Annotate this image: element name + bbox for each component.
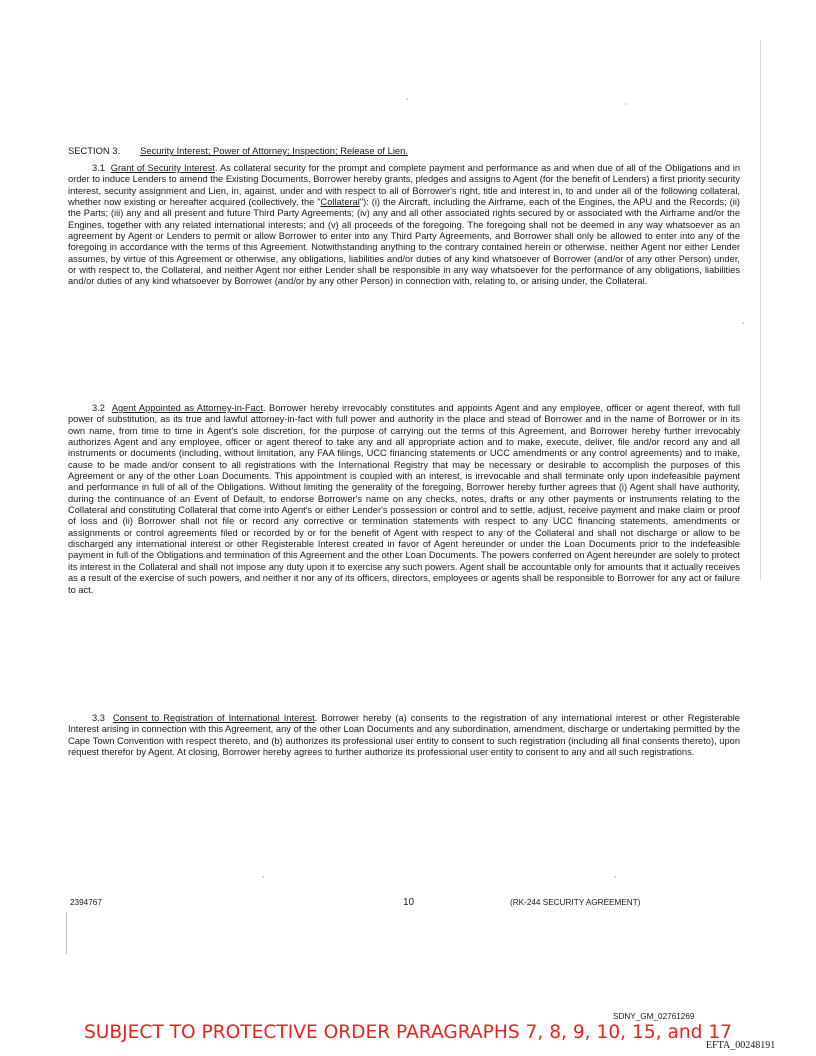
paragraph-number: 3.3 — [92, 713, 105, 723]
paragraph-number: 3.2 — [92, 403, 105, 413]
scan-speck — [406, 98, 408, 100]
paragraph-3-2 — [68, 403, 740, 596]
paragraph-heading: Agent Appointed as Attorney-in-Fact — [111, 403, 264, 413]
footer-document-number: 2394767 — [70, 898, 102, 907]
paragraph-3-1 — [68, 163, 740, 288]
paragraph-heading: Grant of Security Interest — [110, 163, 215, 173]
defined-term-collateral: Collateral — [320, 197, 360, 208]
scan-speck — [625, 103, 627, 105]
scan-speck — [262, 876, 264, 878]
paragraph-heading: Consent to Registration of International Interest — [112, 713, 315, 723]
paragraph-number: 3.1 — [92, 163, 105, 173]
scan-speck — [742, 322, 744, 324]
section-title: Security Interest; Power of Attorney; Inspection; Release of Lien. — [140, 145, 408, 156]
paragraph-text: "): (i) the Aircraft, including the Airframe, each of the Engines, the APU and the Records; (ii) the Parts; (iii) any and all present and future Third Party Agreements; (iv) any and all other associated rights secured by or associated with the Airframe and/or the Engines, together with any related international interests; and (v) all proceeds of the foregoing. The foregoing shall not be deemed in any way whatsoever as an agreement by Agent or Lenders to permit or allow Borrower to enter into any Third Party Agreements, and Borrower shall only be allowed to enter into any of the foregoing in accordance with the terms of this Agreement. Notwithstanding anything to the contrary contained herein or otherwise, neither Agent nor either Lender assumes, by virtue of this Agreement or otherwise, any obligations, liabilities and/or duties of any kind whatsoever of Borrower (and/or of any other Person) under, or with respect to, the Collateral, and neither Agent nor either Lender shall be responsible in any way whatsoever for the performance of any obligations, liabilities and/or duties of any kind whatsoever by Borrower (and/or by any other Person) in connection with, relating to, or arising under, the Collateral. — [68, 197, 740, 287]
paragraph-3-3 — [68, 713, 740, 758]
footer-document-reference: (RK-244 SECURITY AGREEMENT) — [510, 898, 641, 907]
efta-identifier: EFTA_00248191 — [706, 1040, 776, 1051]
protective-order-banner: SUBJECT TO PROTECTIVE ORDER PARAGRAPHS 7, 8, 9, 10, 15, and 17 — [83, 1022, 733, 1043]
paragraph-text: . Borrower hereby (a) consents to the registration of any international interest or other Registerable Interest arising in connection with this Agreement, any of the other Loan Documents and any subordination, amendment, discharge or undertaking permitted by the Cape Town Convention with respect thereto, and (b) authorizes its professional user entity to consent to such registration (including all final consents thereto), upon request therefor by Agent. At closing, Borrower hereby agrees to further authorize its professional user entity to consent to any and all such registrations. — [68, 713, 740, 758]
section-number: SECTION 3. — [68, 145, 121, 156]
section-heading — [68, 145, 738, 157]
footer-page-number: 10 — [403, 897, 415, 908]
scan-speck — [614, 876, 616, 878]
paragraph-text: . Borrower hereby irrevocably constitutes and appoints Agent and any employee, officer or agent thereof, with full power of substitution, as its true and lawful attorney-in-fact with full power and authority in the place and stead of Borrower and in the name of Borrower or in its own name, from time to time in Agent's sole discretion, for the purpose of carrying out the terms of this Agreement, and Borrower hereby further irrevocably authorizes Agent and any employee, officer or agent thereof to take any and all appropriate action and to make, execute, deliver, file and/or record any and all instruments or documents (including, without limitation, any FAA filings, UCC financing statements or UCC amendments or any control agreements) and to make, cause to be made and/or consent to all registrations with the International Registry that may be necessary or desirable to accomplish the purposes of this Agreement or any of the other Loan Documents. This appointment is coupled with an interest, is irrevocable and shall terminate only upon indefeasible payment and performance in full of all of the Obligations. Without limiting the generality of the foregoing, Borrower hereby further agrees that (i) Agent shall have authority, during the continuance of an Event of Default, to endorse Borrower's name on any checks, notes, drafts or any other payments or instruments relating to the Collateral and constituting Collateral that come into Agent's or either Lender's possession or control and to settle, adjust, receive payment and make claim or proof of loss and (ii) Borrower shall not file or record any corrective or termination statements with respect to any UCC financing statements, amendments or assignments or control agreements filed or recorded by or for the benefit of Agent with respect to any of the Collateral and shall not discharge or allow to be discharged any international interest or other Registerable Interest created in favor of Agent hereunder or under the Loan Documents prior to the indefeasible payment in full of the Obligations and termination of this Agreement and the other Loan Documents. The powers conferred on Agent hereunder are solely to protect its interest in the Collateral and shall not impose any duty upon it to exercise any such powers. Agent shall be accountable only for amounts that it actually receives as a result of the exercise of such powers, and neither it nor any of its officers, directors, employees or agents shall be responsible to Borrower for any act or failure to act. — [68, 403, 741, 595]
scan-artifact-line — [66, 912, 67, 954]
paragraph-text: . As collateral security for the prompt and complete payment and performance as and when due of all of the Obligations and in order to induce Lenders to amend the Existing Documents, Borrower hereby grants, pledges and assigns to Agent (for the benefit of Lenders) a first priority security interest, security assignment and Lien, in, against, under and with respect to all of Borrower's right, title and interest in, to and under all of the following collateral, whether now existing or hereafter acquired (collectively, the " — [68, 163, 741, 208]
bates-number: SDNY_GM_02761269 — [613, 1012, 695, 1021]
scan-artifact-line — [760, 40, 761, 580]
